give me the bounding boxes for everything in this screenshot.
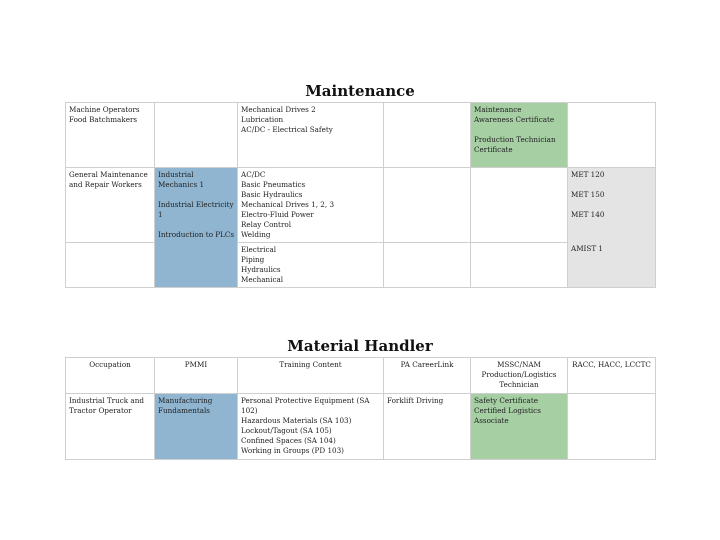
cell-line: MET 140 [571,210,605,219]
cell-line [571,180,652,190]
msso-certificate-cell [471,243,568,288]
occupation-cell [66,103,155,168]
header-careerlink: PA CareerLink [384,358,471,394]
cell-line [571,200,652,210]
cell-line: Forklift Driving [387,396,444,405]
cell-line: Manufacturing [158,396,213,405]
cell-line: AC/DC [241,170,266,179]
cell-line: Mechanical Drives 2 [241,105,316,114]
cell-line [158,220,234,230]
cell-line: MET 120 [571,170,605,179]
training-content-cell [238,394,384,460]
racc-cell [568,394,656,460]
careerlink-cell [384,394,471,460]
cell-line: Industrial [158,170,194,179]
cell-line: General Maintenance [69,170,148,179]
cell-line: Certified Logistics [474,406,541,415]
training-content-cell [238,168,384,243]
material-handler-table [65,357,656,460]
cell-line: 1 [158,210,163,219]
careerlink-cell [384,243,471,288]
header-pmmi: PMMI [155,358,238,394]
cell-line: Lubrication [241,115,284,124]
header-training-content: Training Content [238,358,384,394]
pmmi-cell [155,103,238,168]
cell-line: Electro-Fluid Power [241,210,314,219]
header-racc: RACC, HACC, LCCTC [568,358,656,394]
cell-line: Electrical [241,245,277,254]
cell-line: Personal Protective Equipment (SA [241,396,370,405]
cell-line: Tractor Operator [69,406,132,415]
cell-line: Associate [474,416,509,425]
cell-line: Fundamentals [158,406,210,415]
training-content-cell [238,103,384,168]
cell-line: Relay Control [241,220,292,229]
cell-line [158,190,234,200]
careerlink-cell [384,103,471,168]
racc-cell [568,168,656,288]
cell-line: AC/DC - Electrical Safety [241,125,333,134]
cell-line: Production Technician [474,135,556,144]
msso-certificate-cell [471,168,568,243]
header-msso [471,358,568,394]
table-row [66,168,656,243]
cell-line: Safety Certificate [474,396,538,405]
cell-line: Working in Groups (PD 103) [241,446,344,455]
cell-line: Technician [499,380,539,389]
maintenance-title: Maintenance [305,82,415,100]
cell-line [474,125,564,135]
cell-line: Production/Logistics [481,370,557,379]
table-row [66,243,656,288]
cell-line: Welding [241,230,271,239]
racc-cell [568,103,656,168]
cell-line: and Repair Workers [69,180,142,189]
table-row [66,103,656,168]
cell-line: Mechanical Drives 1, 2, 3 [241,200,335,209]
cell-spacer [571,220,652,244]
cell-line: Basic Hydraulics [241,190,303,199]
cell-line: Machine Operators [69,105,140,114]
cell-line: Food Batchmakers [69,115,138,124]
careerlink-cell [384,168,471,243]
cell-line: MET 150 [571,190,605,199]
table-row [66,394,656,460]
cell-line: Awareness Certificate [474,115,555,124]
cell-line: AMIST 1 [571,244,603,253]
cell-line: Industrial Truck and [69,396,144,405]
header-occupation: Occupation [66,358,155,394]
pmmi-cell [155,168,238,288]
cell-line: Hydraulics [241,265,281,274]
cell-line: 102) [241,406,258,415]
cell-line: Confined Spaces (SA 104) [241,436,336,445]
cell-line: Piping [241,255,265,264]
occupation-cell [66,243,155,288]
cell-line: Mechanics 1 [158,180,205,189]
cell-line: Maintenance [474,105,522,114]
cell-line: Basic Pneumatics [241,180,306,189]
pmmi-cell [155,394,238,460]
cell-line: Introduction to PLCs [158,230,235,239]
msso-certificate-cell [471,394,568,460]
cell-line: MSSC/NAM [497,360,541,369]
material-handler-title: Material Handler [287,337,433,355]
cell-line: Mechanical [241,275,284,284]
cell-line: Lockout/Tagout (SA 105) [241,426,332,435]
msso-certificate-cell [471,103,568,168]
occupation-cell [66,168,155,243]
table-header-row [66,358,656,394]
maintenance-table [65,102,656,288]
training-content-cell [238,243,384,288]
cell-line: Certificate [474,145,513,154]
occupation-cell [66,394,155,460]
cell-line: Industrial Electricity [158,200,234,209]
cell-line: Hazardous Materials (SA 103) [241,416,352,425]
